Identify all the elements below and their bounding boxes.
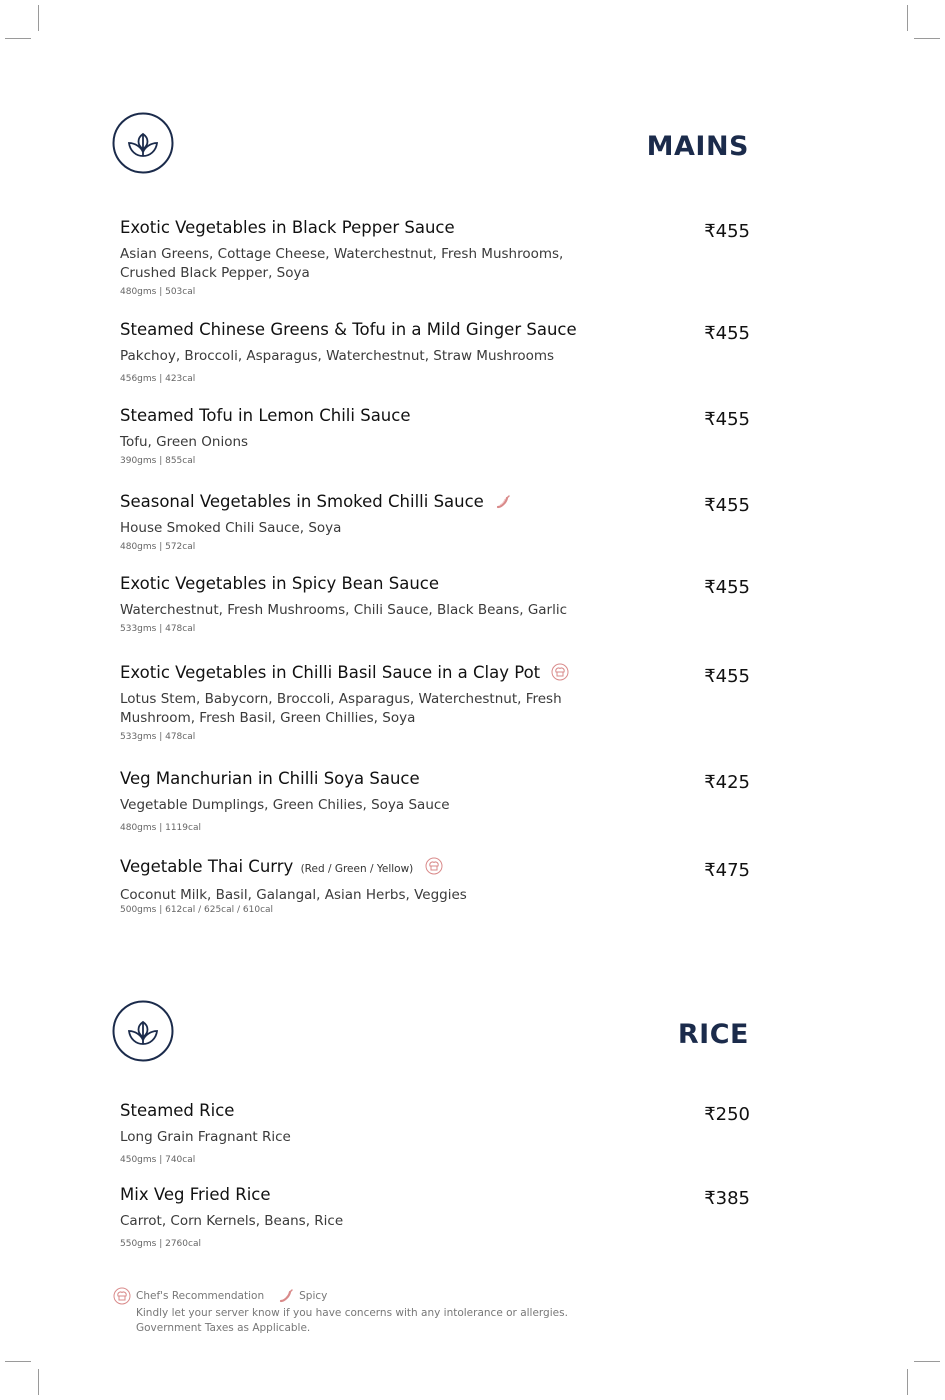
- item-nutrition: 480gms | 503cal: [120, 287, 196, 297]
- item-description: Vegetable Dumplings, Green Chilies, Soya Sauce: [120, 797, 450, 813]
- spicy-icon: [495, 494, 511, 510]
- item-price: ₹455: [704, 409, 750, 430]
- item-price: ₹425: [704, 772, 750, 793]
- item-name: Exotic Vegetables in Spicy Bean Sauce: [120, 574, 440, 593]
- menu-item: [120, 405, 750, 466]
- crop-mark: [38, 5, 39, 31]
- item-price: ₹455: [704, 577, 750, 598]
- item-name: Exotic Vegetables in Chilli Basil Sauce in a Clay Pot: [120, 663, 541, 682]
- item-description: House Smoked Chili Sauce, Soya: [120, 520, 342, 536]
- menu-item: [120, 217, 750, 297]
- item-name: Steamed Chinese Greens & Tofu in a Mild Ginger Sauce: [120, 320, 577, 339]
- crop-mark: [5, 1361, 31, 1362]
- item-description: Carrot, Corn Kernels, Beans, Rice: [120, 1213, 344, 1229]
- item-description: Waterchestnut, Fresh Mushrooms, Chili Sauce, Black Beans, Garlic: [120, 602, 568, 618]
- item-price: ₹475: [704, 860, 750, 881]
- item-description: Coconut Milk, Basil, Galangal, Asian Herbs, Veggies: [120, 887, 467, 903]
- legend-key-row: [113, 1286, 613, 1306]
- legend-spicy-label: Spicy: [299, 1290, 328, 1302]
- menu-item: [120, 1100, 750, 1165]
- item-description: Asian Greens, Cottage Cheese, Waterchestnut, Fresh Mushrooms, Crushed Black Pepper, Soya: [120, 246, 564, 281]
- item-nutrition: 456gms | 423cal: [120, 374, 196, 384]
- menu-item: [120, 319, 750, 384]
- crop-mark: [38, 1369, 39, 1395]
- item-description: Tofu, Green Onions: [120, 434, 249, 450]
- section-title-mains: MAINS: [646, 131, 749, 162]
- item-description: Pakchoy, Broccoli, Asparagus, Waterchestnut, Straw Mushrooms: [120, 348, 555, 364]
- item-price: ₹250: [704, 1104, 750, 1125]
- item-nutrition: 480gms | 572cal: [120, 542, 196, 552]
- item-nutrition: 500gms | 612cal / 625cal / 610cal: [120, 905, 274, 915]
- item-price: ₹385: [704, 1188, 750, 1209]
- item-price: ₹455: [704, 666, 750, 687]
- legend: [113, 1286, 613, 1336]
- menu-item: [120, 662, 750, 742]
- crop-mark: [914, 1361, 940, 1362]
- item-name: Exotic Vegetables in Black Pepper Sauce: [120, 218, 455, 237]
- item-description: Long Grain Fragnant Rice: [120, 1129, 291, 1145]
- chef-hat-icon: [425, 857, 443, 875]
- item-name: Seasonal Vegetables in Smoked Chilli Sauce: [120, 492, 484, 511]
- item-name: Steamed Rice: [120, 1101, 235, 1120]
- leaf-logo-icon: [112, 112, 174, 174]
- legend-chef-label: Chef's Recommendation: [136, 1290, 265, 1302]
- crop-mark: [914, 38, 940, 39]
- item-name: Vegetable Thai Curry: [120, 857, 294, 876]
- item-nutrition: 550gms | 2760cal: [120, 1239, 201, 1249]
- item-name: Mix Veg Fried Rice: [120, 1185, 271, 1204]
- item-price: ₹455: [704, 323, 750, 344]
- item-nutrition: 533gms | 478cal: [120, 624, 196, 634]
- chef-hat-icon: [113, 1287, 131, 1305]
- allergy-note: Kindly let your server know if you have concerns with any intolerance or allergies.: [136, 1307, 568, 1319]
- item-nutrition: 450gms | 740cal: [120, 1155, 196, 1165]
- crop-mark: [5, 38, 31, 39]
- crop-mark: [907, 1369, 908, 1395]
- item-price: ₹455: [704, 495, 750, 516]
- item-name-row: [120, 491, 750, 513]
- item-nutrition: 480gms | 1119cal: [120, 823, 201, 833]
- item-variant-note: (Red / Green / Yellow): [300, 863, 414, 875]
- spicy-icon: [278, 1288, 294, 1304]
- chef-hat-icon: [551, 663, 569, 681]
- menu-item: [120, 768, 750, 833]
- item-name: Veg Manchurian in Chilli Soya Sauce: [120, 769, 420, 788]
- item-nutrition: 533gms | 478cal: [120, 732, 196, 742]
- item-price: ₹455: [704, 221, 750, 242]
- item-name-row: [120, 662, 750, 684]
- tax-note: Government Taxes as Applicable.: [136, 1322, 311, 1334]
- menu-item: [120, 573, 750, 634]
- item-name-row: [120, 856, 750, 880]
- menu-item: [120, 856, 750, 915]
- crop-mark: [907, 5, 908, 31]
- item-nutrition: 390gms | 855cal: [120, 456, 196, 466]
- menu-item: [120, 1184, 750, 1249]
- section-title-rice: RICE: [677, 1019, 749, 1050]
- leaf-logo-icon: [112, 1000, 174, 1062]
- item-description: Lotus Stem, Babycorn, Broccoli, Asparagus, Waterchestnut, Fresh Mushroom, Fresh Basil, Green Chillies, Soya: [120, 691, 562, 726]
- menu-item: [120, 491, 750, 552]
- item-name: Steamed Tofu in Lemon Chili Sauce: [120, 406, 411, 425]
